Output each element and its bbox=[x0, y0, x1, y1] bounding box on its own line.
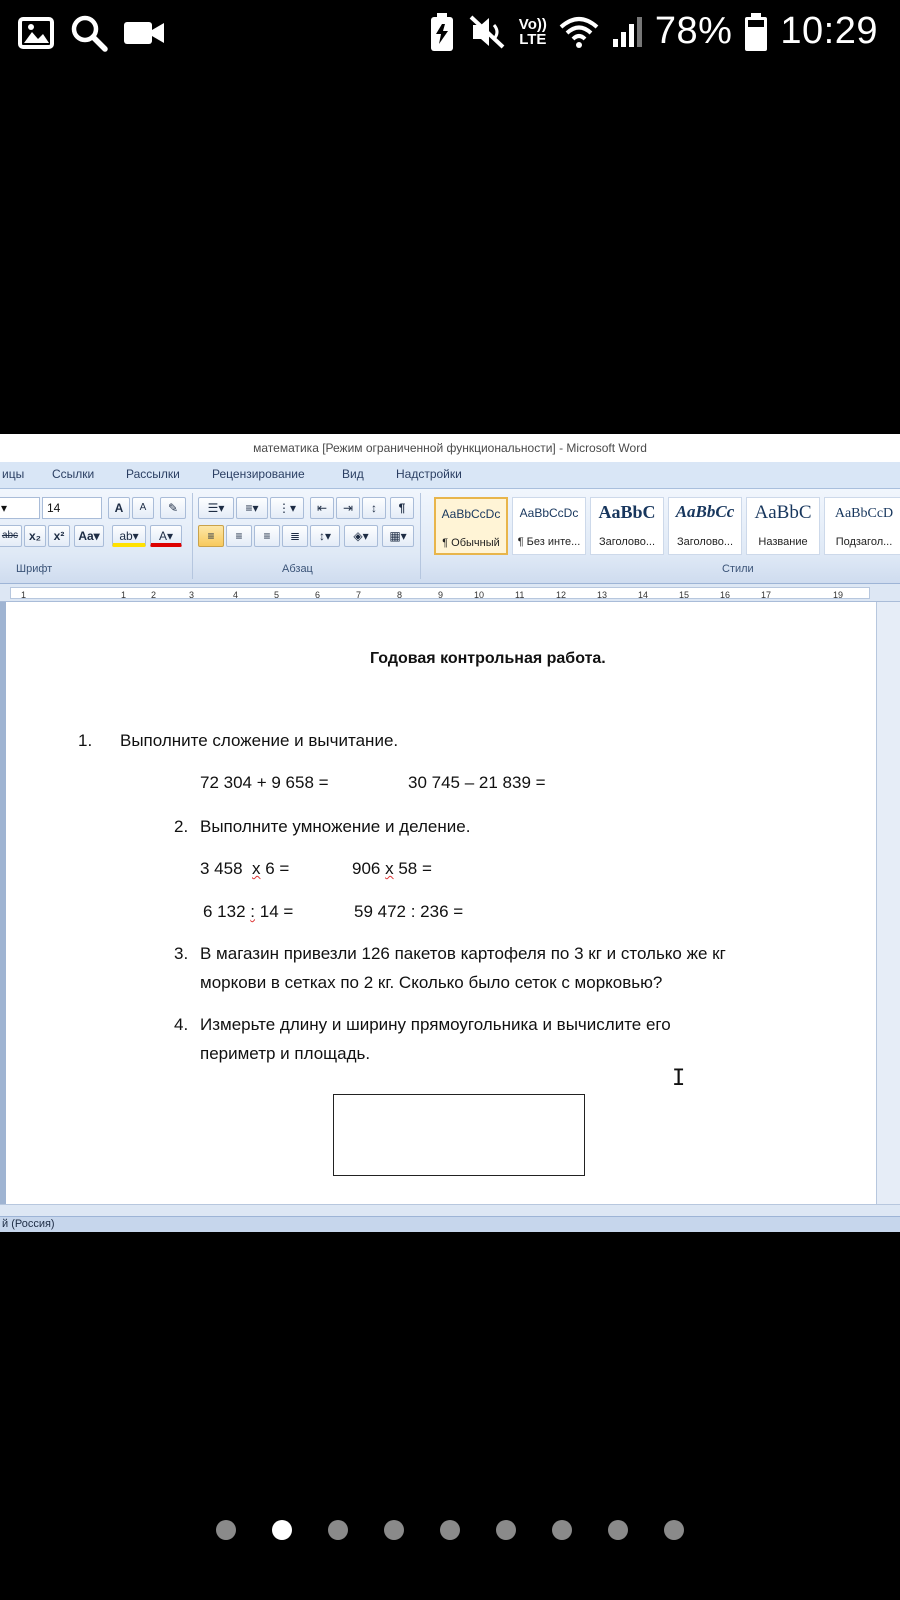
signal-icon bbox=[611, 15, 643, 49]
ribbon-tabs bbox=[0, 462, 900, 488]
ruler-mark: 7 bbox=[356, 590, 362, 600]
clear-format-button[interactable]: ✎ bbox=[160, 497, 186, 519]
volte-indicator: Vo)) LTE bbox=[518, 15, 547, 48]
ruler-mark: 1 bbox=[121, 590, 127, 600]
align-right-button[interactable]: ≡ bbox=[254, 525, 280, 547]
ruler-mark: 2 bbox=[151, 590, 157, 600]
ruler-mark: 11 bbox=[515, 590, 525, 600]
bullets-button[interactable]: ☰▾ bbox=[198, 497, 234, 519]
ruler-mark: 9 bbox=[438, 590, 444, 600]
window-title: математика [Режим ограниченной функциональности] - Microsoft Word bbox=[0, 434, 900, 462]
task-4-number: 4. bbox=[174, 1015, 189, 1034]
group-label-paragraph: Абзац bbox=[282, 563, 313, 575]
video-icon bbox=[122, 18, 166, 48]
task-1-number: 1. bbox=[78, 731, 93, 750]
page-dot[interactable] bbox=[328, 1520, 348, 1540]
style-normal[interactable]: AaBbCcDc ¶ Обычный bbox=[434, 497, 508, 555]
shading-button[interactable]: ◈▾ bbox=[344, 525, 378, 547]
increase-indent-button[interactable]: ⇥ bbox=[336, 497, 360, 519]
battery-percent: 78% bbox=[654, 10, 733, 52]
word-status-bar bbox=[0, 1216, 900, 1232]
font-name-combo[interactable]: ▾ bbox=[0, 497, 40, 519]
vertical-scrollbar[interactable] bbox=[876, 602, 900, 1204]
grow-font-button[interactable]: A bbox=[108, 497, 130, 519]
highlight-button[interactable]: ab▾ bbox=[112, 525, 146, 547]
ruler-mark: 14 bbox=[638, 590, 649, 600]
page-dot[interactable] bbox=[608, 1520, 628, 1540]
ruler-mark: 17 bbox=[761, 590, 772, 600]
page-dot[interactable] bbox=[496, 1520, 516, 1540]
rectangle-figure bbox=[333, 1094, 585, 1176]
style-heading-2[interactable]: AaBbCc Заголово... bbox=[668, 497, 742, 555]
ruler-mark: 6 bbox=[315, 590, 321, 600]
language-indicator[interactable]: й (Россия) bbox=[2, 1218, 55, 1230]
horizontal-scrollbar[interactable] bbox=[0, 1204, 900, 1216]
page-dot[interactable] bbox=[384, 1520, 404, 1540]
superscript-button[interactable]: x² bbox=[48, 525, 70, 547]
multilevel-list-button[interactable]: ⋮▾ bbox=[270, 497, 304, 519]
status-bar bbox=[0, 0, 900, 70]
font-size-combo[interactable] bbox=[42, 497, 102, 519]
ruler-mark: 15 bbox=[679, 590, 690, 600]
align-center-button[interactable]: ≡ bbox=[226, 525, 252, 547]
gallery-icon bbox=[18, 16, 56, 50]
page-dot-active[interactable] bbox=[272, 1520, 292, 1540]
change-case-button[interactable]: Aa▾ bbox=[74, 525, 104, 547]
font-size-value: 14 bbox=[47, 501, 61, 515]
ruler-mark: 19 bbox=[833, 590, 844, 600]
ruler-mark: 3 bbox=[189, 590, 195, 600]
ruler-mark: 5 bbox=[274, 590, 280, 600]
ruler-track bbox=[10, 587, 870, 599]
style-no-spacing[interactable]: AaBbCcDc ¶ Без инте... bbox=[512, 497, 586, 555]
ruler-mark: 13 bbox=[597, 590, 608, 600]
page-indicator bbox=[0, 1520, 900, 1542]
ruler-mark: 12 bbox=[556, 590, 567, 600]
tab-page-layout[interactable]: ицы bbox=[2, 467, 25, 481]
search-icon bbox=[70, 14, 108, 52]
ruler-mark: 4 bbox=[233, 590, 239, 600]
task-1-text: Выполните сложение и вычитание. bbox=[120, 731, 399, 750]
wifi-icon bbox=[559, 15, 599, 49]
battery-saver-icon bbox=[429, 12, 455, 52]
page-dot[interactable] bbox=[664, 1520, 684, 1540]
page-dot[interactable] bbox=[216, 1520, 236, 1540]
numbering-button[interactable]: ≡▾ bbox=[236, 497, 268, 519]
ribbon bbox=[0, 488, 900, 584]
task-3-number: 3. bbox=[174, 944, 189, 963]
align-left-button[interactable]: ≡ bbox=[198, 525, 224, 547]
task-2-text: Выполните умножение и деление. bbox=[200, 817, 471, 836]
task-2-expression-4: 59 472 : 236 = bbox=[354, 902, 464, 921]
document-title: Годовая контрольная работа. bbox=[370, 650, 606, 667]
tab-addins[interactable]: Надстройки bbox=[396, 467, 462, 481]
task-1-expression-2: 30 745 – 21 839 = bbox=[408, 773, 546, 792]
document-page[interactable] bbox=[6, 602, 876, 1212]
tab-review[interactable]: Рецензирование bbox=[212, 467, 305, 481]
clock: 10:29 bbox=[780, 10, 878, 52]
group-divider bbox=[192, 493, 193, 579]
page-dot[interactable] bbox=[552, 1520, 572, 1540]
document-area[interactable] bbox=[0, 602, 900, 1204]
ruler-mark: 8 bbox=[397, 590, 403, 600]
text-cursor-icon: I bbox=[672, 1066, 686, 1091]
task-3-line-1: В магазин привезли 126 пакетов картофеля по 3 кг и столько же кг bbox=[200, 944, 726, 963]
style-title[interactable]: AaBbC Название bbox=[746, 497, 820, 555]
ruler-mark: 10 bbox=[474, 590, 485, 600]
strikethrough-button[interactable]: abc bbox=[0, 525, 22, 547]
justify-button[interactable]: ≣ bbox=[282, 525, 308, 547]
ruler-mark: 16 bbox=[720, 590, 731, 600]
style-subtitle[interactable]: AaBbCcD Подзагол... bbox=[824, 497, 900, 555]
task-4-line-1: Измерьте длину и ширину прямоугольника и вычислите его bbox=[200, 1015, 671, 1034]
decrease-indent-button[interactable]: ⇤ bbox=[310, 497, 334, 519]
task-2-expression-2: 906 х 58 = bbox=[352, 859, 432, 878]
task-2-expression-1: 3 458 х 6 = bbox=[200, 859, 290, 878]
task-4-line-2: периметр и площадь. bbox=[200, 1044, 371, 1063]
tab-references[interactable]: Ссылки bbox=[52, 467, 95, 481]
mute-icon bbox=[467, 13, 507, 51]
horizontal-ruler[interactable] bbox=[0, 584, 900, 602]
font-color-button[interactable]: A▾ bbox=[150, 525, 182, 547]
battery-icon bbox=[744, 12, 768, 52]
style-heading-1[interactable]: AaBbC Заголово... bbox=[590, 497, 664, 555]
show-marks-button[interactable]: ¶ bbox=[390, 497, 414, 519]
page-dot[interactable] bbox=[440, 1520, 460, 1540]
word-window bbox=[0, 434, 900, 1232]
subscript-button[interactable]: x₂ bbox=[24, 525, 46, 547]
borders-button[interactable]: ▦▾ bbox=[382, 525, 414, 547]
task-2-expression-3: 6 132 : 14 = bbox=[203, 902, 294, 921]
task-2-number: 2. bbox=[174, 817, 189, 836]
line-spacing-button[interactable]: ↕▾ bbox=[310, 525, 340, 547]
group-label-styles: Стили bbox=[722, 563, 754, 575]
tab-mailings[interactable]: Рассылки bbox=[126, 467, 180, 481]
task-3-line-2: моркови в сетках по 2 кг. Сколько было сеток с морковью? bbox=[200, 973, 663, 992]
sort-button[interactable]: ↕ bbox=[362, 497, 386, 519]
ruler-mark: 1 bbox=[21, 590, 27, 600]
group-divider bbox=[420, 493, 421, 579]
task-1-expression-1: 72 304 + 9 658 = bbox=[200, 773, 329, 792]
group-label-font: Шрифт bbox=[16, 563, 53, 575]
tab-view[interactable]: Вид bbox=[342, 467, 364, 481]
shrink-font-button[interactable]: A bbox=[132, 497, 154, 519]
